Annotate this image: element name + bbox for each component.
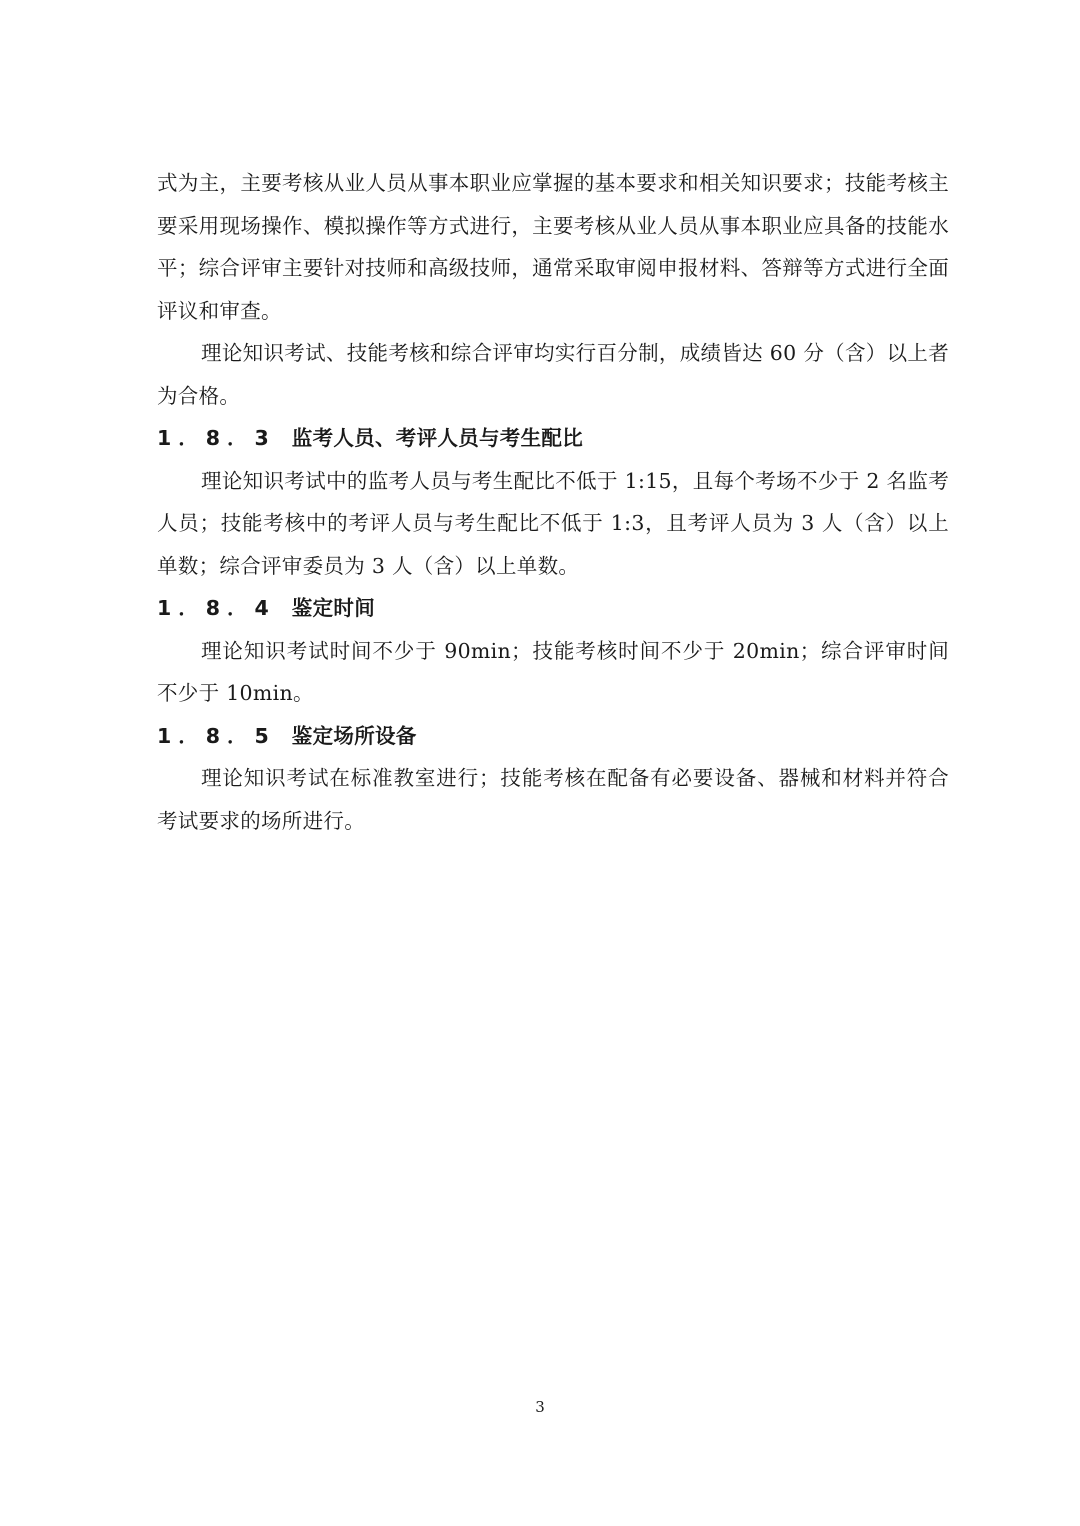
page-number: 3: [535, 1398, 545, 1416]
section-heading-1-8-4: [157, 587, 949, 630]
section-body-1-8-3: 理论知识考试中的监考人员与考生配比不低于 1:15，且每个考场不少于 2 名监考人员；技能考核中的考评人员与考生配比不低于 1:3，且考评人员为 3 人（含）以上单数；综合评审委员为 3 人（含）以上单数。: [157, 468, 949, 578]
section-number: 1．8．3: [157, 426, 276, 450]
section-title: 监考人员、考评人员与考生配比: [291, 426, 583, 450]
section-number: 1．8．4: [157, 596, 276, 620]
section-number: 1．8．5: [157, 723, 276, 748]
section-title: 鉴定时间: [291, 596, 375, 620]
scoring-paragraph: 理论知识考试、技能考核和综合评审均实行百分制，成绩皆达 60 分（含）以上者为合格。: [157, 341, 949, 408]
continued-paragraph: 式为主，主要考核从业人员从事本职业应掌握的基本要求和相关知识要求；技能考核主要采用现场操作、模拟操作等方式进行，主要考核从业人员从事本职业应具备的技能水平；综合评审主要针对技师和高级技师，通常采取审阅申报材料、答辩等方式进行全面评议和审查。: [157, 171, 949, 323]
section-heading-1-8-3: [157, 417, 949, 460]
page-content: [157, 162, 949, 842]
section-body-1-8-5: 理论知识考试在标准教室进行；技能考核在配备有必要设备、器械和材料并符合考试要求的场所进行。: [157, 766, 949, 833]
section-heading-1-8-5: [157, 715, 949, 758]
section-title: 鉴定场所设备: [291, 723, 417, 748]
section-body-1-8-4: 理论知识考试时间不少于 90min；技能考核时间不少于 20min；综合评审时间不少于 10min。: [157, 638, 949, 705]
